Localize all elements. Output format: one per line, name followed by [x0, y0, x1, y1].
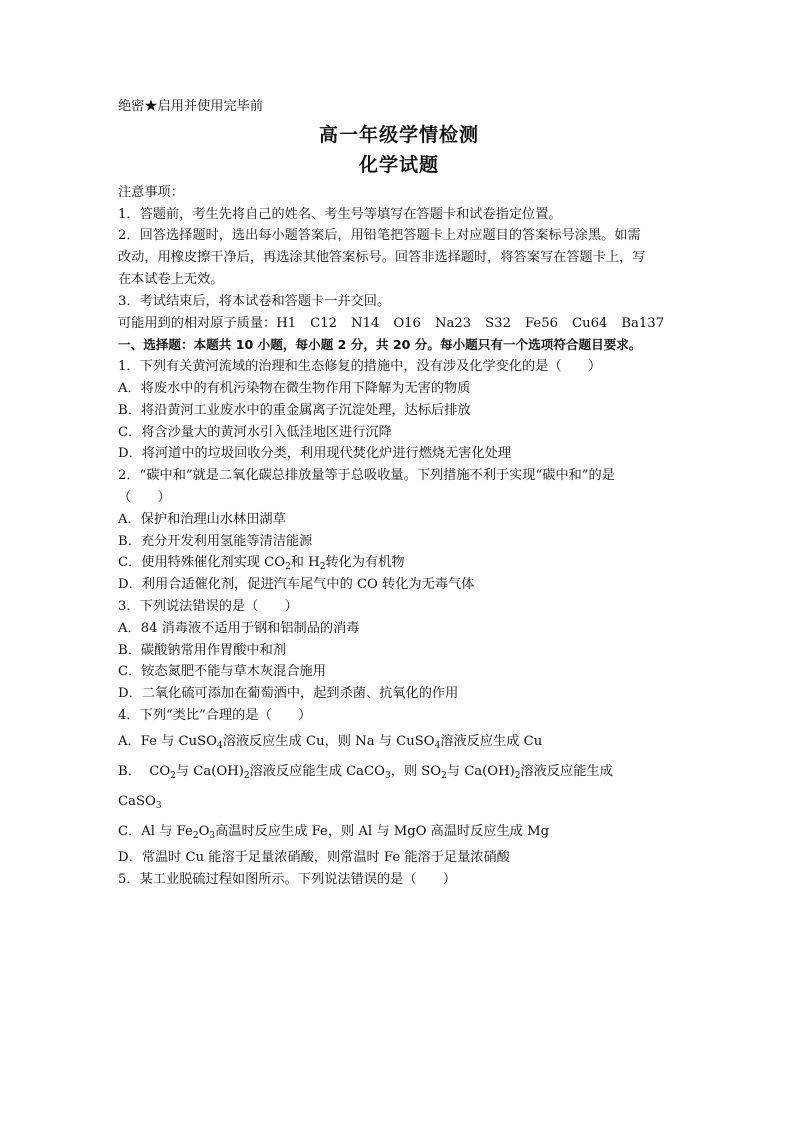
question-4-option-b-line-2 [118, 787, 680, 817]
option-text: CaSO [118, 793, 156, 809]
subscript: 4 [434, 740, 441, 751]
option-text: O [198, 823, 210, 839]
option-text: 高温时反应生成 Fe，则 Al 与 MgO 高温时反应生成 Mg [215, 823, 550, 839]
subscript: 2 [441, 770, 447, 781]
question-1-option-a: A．将废水中的有机污染物在微生物作用下降解为无害的物质 [118, 380, 471, 396]
note-3: 3．考试结束后，将本试卷和答题卡一并交回。 [118, 293, 391, 309]
exam-title: 高一年级学情检测 [318, 123, 479, 146]
exam-page [118, 96, 680, 890]
question-3-option-c: C．铵态氮肥不能与草木灰混合施用 [118, 664, 326, 680]
option-text: 和 H [290, 555, 320, 571]
notes-heading: 注意事项： [118, 184, 184, 200]
atomic-mass-item: C12 [310, 315, 338, 331]
note-2-line-2: 改动，用橡皮擦干净后，再选涂其他答案标号。回答非选择题时，将答案写在答题卡上，写 [118, 250, 646, 266]
option-text: 转化为有机物 [325, 555, 405, 571]
question-2-option-b: B．充分开发利用氢能等清洁能源 [118, 533, 313, 549]
atomic-mass-item: O16 [393, 315, 421, 331]
atomic-mass-item: Ba137 [621, 315, 665, 331]
option-text: 溶液反应能生成 [520, 763, 613, 779]
atomic-masses [118, 313, 680, 335]
option-text: C．使用特殊催化剂实现 CO [118, 555, 286, 571]
subscript: 2 [514, 770, 521, 781]
note-2-line-3: 在本试卷上无效。 [118, 271, 224, 287]
question-2-option-c [118, 552, 680, 574]
subscript: 2 [319, 562, 326, 573]
subscript: 2 [285, 562, 291, 573]
question-3-option-d: D．二氧化硫可添加在葡萄酒中，起到杀菌、抗氧化的作用 [118, 686, 459, 702]
note-2-line-1: 2．回答选择题时，选出每小题答案后，用铅笔把答题卡上对应题目的答案标号涂黑。如需 [118, 228, 641, 244]
question-1-option-d: D．将河道中的垃圾回收分类，利用现代焚化炉进行燃烧无害化处理 [118, 446, 512, 462]
subscript: 2 [170, 770, 176, 781]
question-2-option-a: A．保护和治理山水林田湖草 [118, 511, 286, 527]
option-text: ，则 SO [390, 763, 442, 779]
question-4-option-b-line-1 [118, 757, 680, 787]
section-heading: 一、选择题：本题共 10 小题，每小题 2 分，共 20 分。每小题只有一个选项符合题目要求。 [118, 337, 642, 353]
atomic-mass-item: Cu64 [571, 315, 608, 331]
question-3-option-a: A．84 消毒液不适用于钢和铝制品的消毒 [118, 620, 360, 636]
option-text: C．Al 与 Fe [118, 823, 193, 839]
question-2-stem-line-1: 2．“碳中和”就是二氧化碳总排放量等于总吸收量。下列措施不利于实现“碳中和”的是 [118, 468, 615, 484]
question-1-stem: 1．下列有关黄河流域的治理和生态修复的措施中，没有涉及化学变化的是（ ） [118, 359, 602, 375]
atomic-masses-label: 可能用到的相对原子质量： [118, 315, 277, 331]
exam-subtitle: 化学试题 [358, 153, 439, 176]
question-1-option-b: B．将沿黄河工业废水中的重金属离子沉淀处理，达标后排放 [118, 402, 471, 418]
option-text: B． CO [118, 763, 171, 779]
atomic-mass-item: H1 [276, 315, 297, 331]
question-4-option-a [118, 727, 680, 757]
atomic-mass-item: S32 [485, 315, 511, 331]
question-2-stem-line-2: （ ） [118, 489, 171, 505]
question-1-option-c: C．将含沙量大的黄河水引入低洼地区进行沉降 [118, 424, 392, 440]
subscript: 3 [155, 800, 162, 811]
atomic-mass-item: Fe56 [524, 315, 558, 331]
atomic-mass-item: Na23 [434, 315, 472, 331]
question-2-option-d: D．利用合适催化剂，促进汽车尾气中的 CO 转化为无毒气体 [118, 577, 475, 593]
subscript: 2 [192, 830, 199, 841]
subscript: 2 [243, 770, 250, 781]
option-text: 溶液反应生成 Cu [440, 733, 543, 749]
option-text: 与 Ca(OH) [175, 763, 244, 779]
option-text: A．Fe 与 CuSO [118, 733, 217, 749]
atomic-mass-item: N14 [351, 315, 380, 331]
question-3-option-b: B．碳酸钠常用作胃酸中和剂 [118, 642, 286, 658]
question-4-option-c [118, 817, 680, 847]
confidential-label: 绝密★启用并使用完毕前 [118, 99, 264, 114]
note-1: 1．答题前，考生先将自己的姓名、考生号等填写在答题卡和试卷指定位置。 [118, 206, 562, 222]
question-5-stem: 5．某工业脱硫过程如图所示。下列说法错误的是（ ） [118, 871, 457, 887]
option-text: 溶液反应能生成 CaCO [249, 763, 385, 779]
question-3-stem: 3．下列说法错误的是（ ） [118, 598, 298, 614]
question-4-stem: 4．下列“类比”合理的是（ ） [118, 707, 312, 723]
question-4-option-d: D．常温时 Cu 能溶于足量浓硝酸，则常温时 Fe 能溶于足量浓硝酸 [118, 849, 510, 865]
subscript: 3 [384, 770, 391, 781]
option-text: 与 Ca(OH) [446, 763, 515, 779]
option-text: 溶液反应生成 Cu，则 Na 与 CuSO [222, 733, 435, 749]
subscript: 4 [216, 740, 223, 751]
subscript: 3 [209, 830, 216, 841]
